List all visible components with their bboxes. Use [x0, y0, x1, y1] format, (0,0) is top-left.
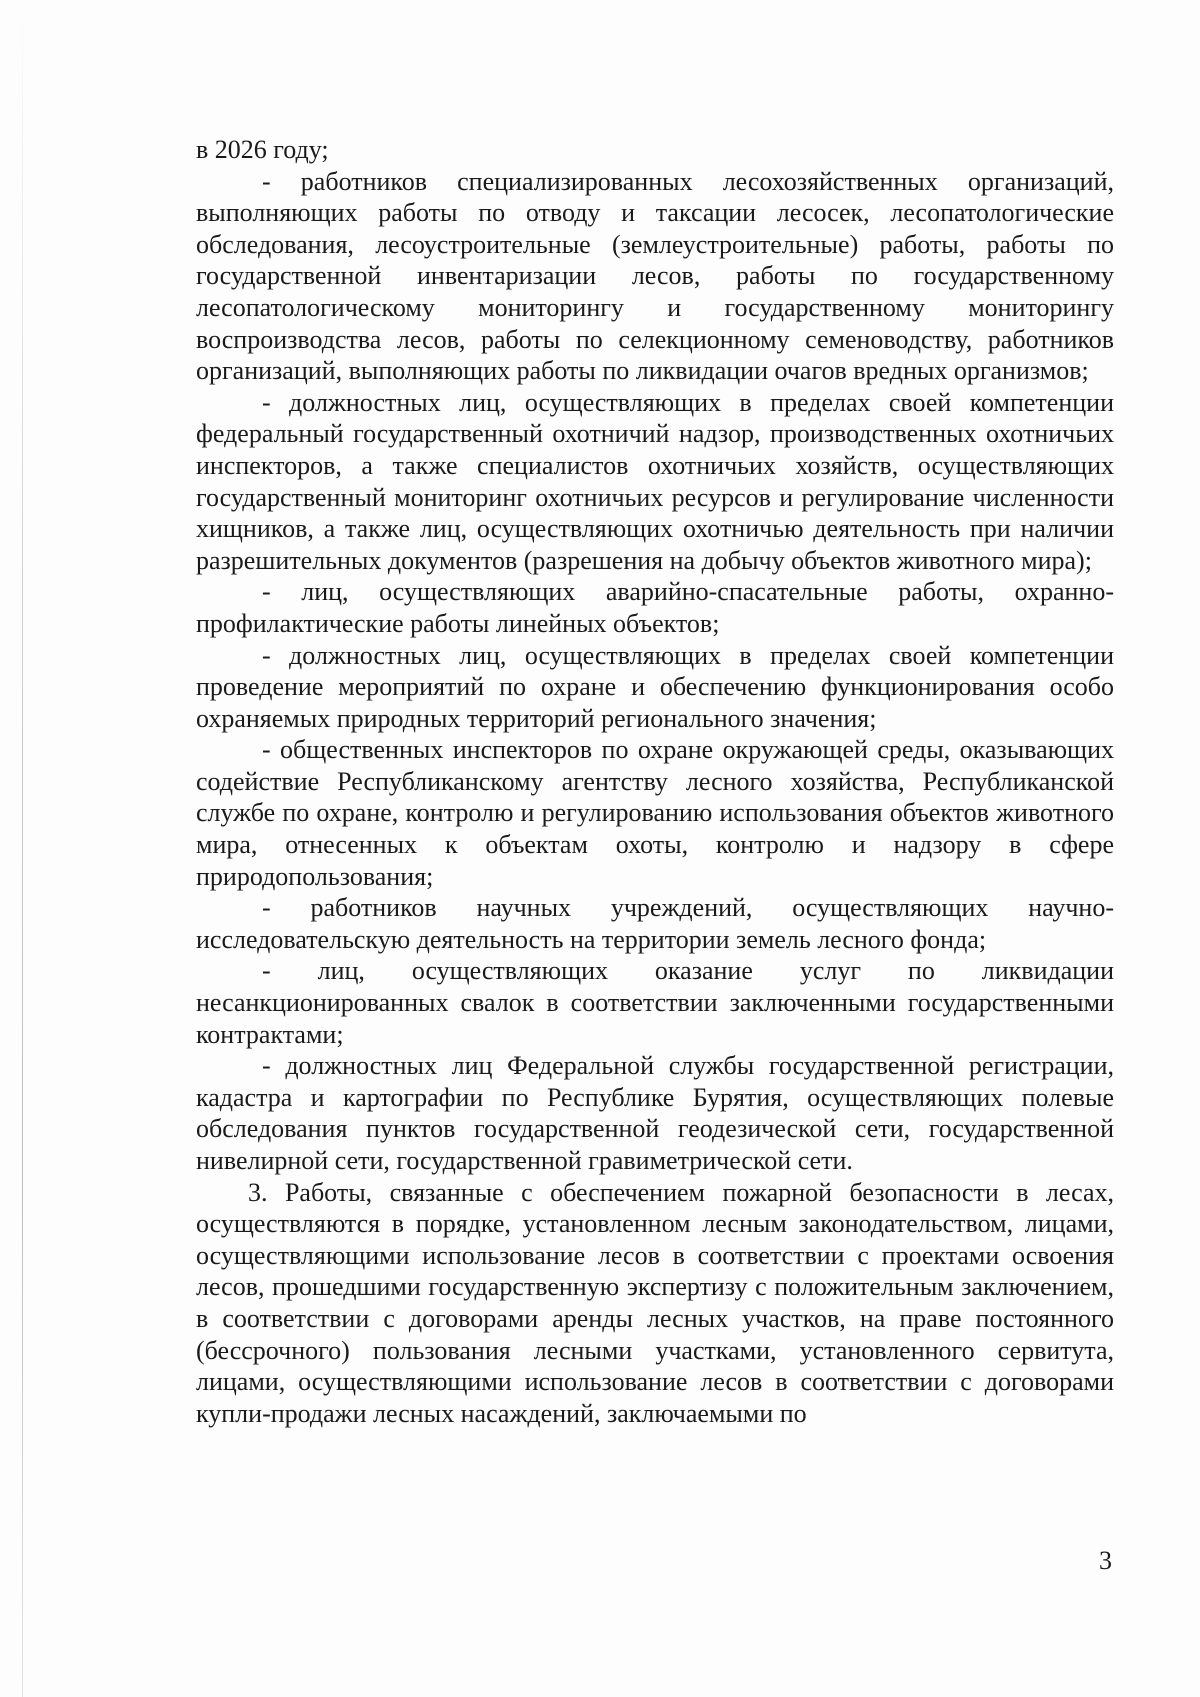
paragraph-landfill-services: - лиц, осуществляющих оказание услуг по ликвидации несанкционированных свалок в соответствии заключенными государственными контрактами; — [196, 956, 1114, 1049]
page-number: 3 — [1099, 1546, 1112, 1575]
paragraph-research-workers: - работников научных учреждений, осуществляющих научно-исследовательскую деятельность на территории земель лесного фонда; — [196, 893, 1114, 954]
paragraph-registry-officials: - должностных лиц Федеральной службы государственной регистрации, кадастра и картографии по Республике Бурятия, осуществляющих полевые обследования пунктов государственной геодезической сети, государственной нивелирной сети, государственной гравиметрической сети. — [196, 1051, 1114, 1175]
paragraph-hunting-officials: - должностных лиц, осуществляющих в пределах своей компетенции федеральный государственный охотничий надзор, производственных охотничьих инспекторов, а также специалистов охотничьих хозяйств, осуществляющих государственный мониторинг охотничьих ресурсов и регулирование численности хищников, а также лиц, осуществляющих охотничью деятельность при наличии разрешительных документов (разрешения на добычу объектов животного мира); — [196, 387, 1114, 575]
paragraph-forestry-workers: - работников специализированных лесохозяйственных организаций, выполняющих работы по отводу и таксации лесосек, лесопатологические обследования, лесоустроительные (землеустроительные) работы, работы по государственной инвентаризации лесов, работы по государственному лесопатологическому мониторингу и государственному мониторингу воспроизводства лесов, работы по селекционному семеноводству, работников организаций, выполняющих работы по ликвидации очагов вредных организмов; — [196, 166, 1114, 386]
scan-edge-line — [22, 0, 23, 1697]
paragraph-rescue-workers: - лиц, осуществляющих аварийно-спасательные работы, охранно-профилактические работы линейных объектов; — [196, 577, 1114, 638]
document-body — [196, 134, 1114, 1429]
paragraph-section-3: 3. Работы, связанные с обеспечением пожарной безопасности в лесах, осуществляются в порядке, установленном лесным законодательством, лицами, осуществляющими использование лесов в соответствии с проектами освоения лесов, прошедшими государственную экспертизу с положительным заключением, в соответствии с договорами аренды лесных участков, на праве постоянного (бессрочного) пользования лесными участками, установленного сервитута, лицами, осуществляющими использование лесов в соответствии с договорами купли-продажи лесных насаждений, заключаемыми по — [196, 1177, 1114, 1428]
paragraph-continuation: в 2026 году; — [196, 135, 329, 164]
paragraph-protected-areas-officials: - должностных лиц, осуществляющих в пределах своей компетенции проведение мероприятий по охране и обеспечению функционирования особо охраняемых природных территорий регионального значения; — [196, 640, 1114, 733]
paragraph-public-inspectors: - общественных инспекторов по охране окружающей среды, оказывающих содействие Республиканскому агентству лесного хозяйства, Республиканской службе по охране, контролю и регулированию использования объектов животного мира, отнесенных к объектам охоты, контролю и надзору в сфере природопользования; — [196, 735, 1114, 891]
